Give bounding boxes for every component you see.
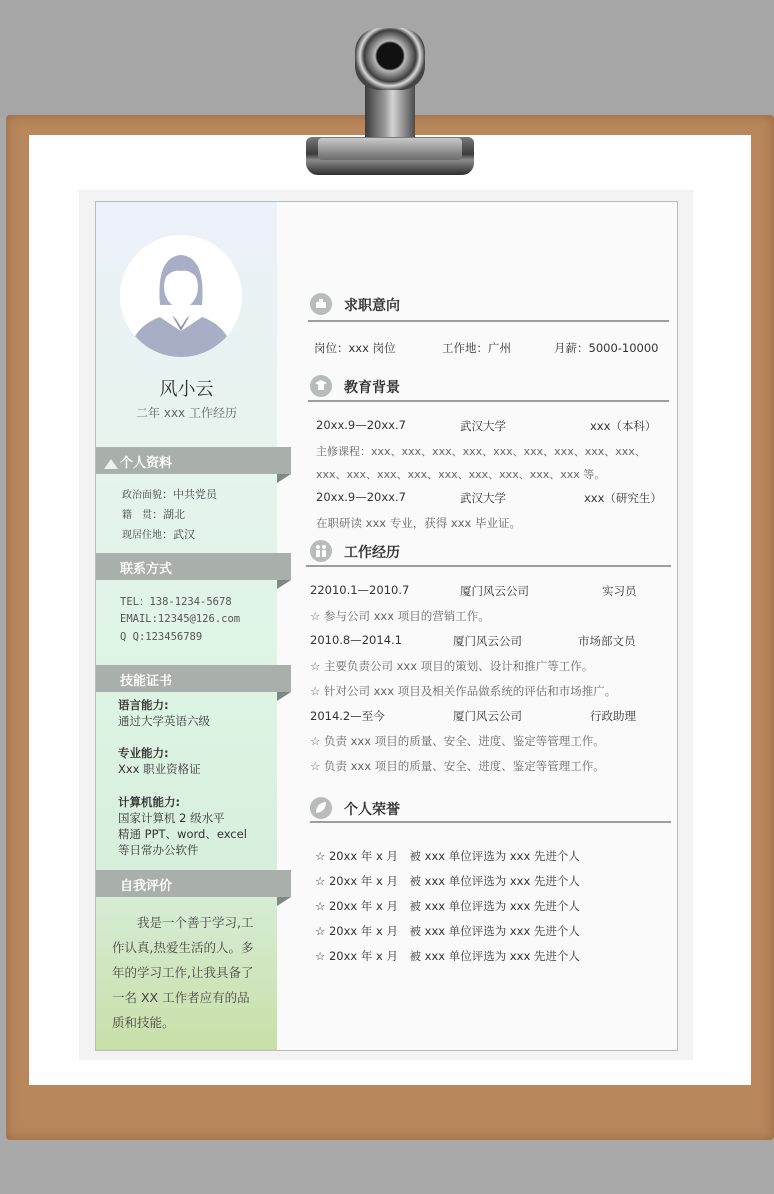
personal-label: 现居住地 bbox=[122, 530, 162, 541]
job-date: 22010.1—2010.7 bbox=[310, 583, 410, 597]
personal-row bbox=[122, 486, 217, 502]
honor-item: ☆ 20xx 年 x 月 被 xxx 单位评选为 xxx 先进个人 bbox=[315, 849, 580, 863]
avatar-person-icon bbox=[120, 235, 242, 357]
section-title: 个人资料 bbox=[120, 456, 173, 471]
honors-leaf-icon bbox=[310, 797, 332, 819]
divider bbox=[306, 565, 671, 567]
skill-language bbox=[118, 697, 210, 729]
job-intent-title: 求职意向 bbox=[344, 298, 400, 314]
education-icon bbox=[310, 375, 332, 397]
job-role: 行政助理 bbox=[590, 709, 636, 723]
honor-item: ☆ 20xx 年 x 月 被 xxx 单位评选为 xxx 先进个人 bbox=[315, 924, 580, 938]
job-intent-icon bbox=[310, 293, 332, 315]
education-title: 教育背景 bbox=[344, 380, 400, 396]
skill-computer bbox=[118, 794, 247, 858]
job-company: 厦门风云公司 bbox=[460, 584, 529, 598]
section-title: 自我评价 bbox=[120, 879, 173, 894]
edu-date: 20xx.9—20xx.7 bbox=[316, 490, 406, 504]
honor-item: ☆ 20xx 年 x 月 被 xxx 单位评选为 xxx 先进个人 bbox=[315, 949, 580, 963]
edu-degree: xxx（本科） bbox=[590, 419, 657, 433]
avatar bbox=[120, 235, 242, 357]
job-duty: ☆ 主要负责公司 xxx 项目的策划、设计和推广等工作。 bbox=[310, 659, 594, 673]
personal-row bbox=[122, 526, 195, 542]
contact-phone: TEL：138-1234-5678 bbox=[120, 596, 232, 608]
skill-professional bbox=[118, 745, 201, 777]
job-location: 工作地：广州 bbox=[442, 341, 511, 355]
personal-label: 籍 贯 bbox=[122, 510, 152, 521]
work-title: 工作经历 bbox=[344, 545, 400, 561]
divider bbox=[310, 821, 671, 823]
job-date: 2010.8—2014.1 bbox=[310, 633, 402, 647]
skill-value: 等日常办公软件 bbox=[118, 843, 199, 857]
contact-qq: Q Q:123456789 bbox=[120, 631, 203, 643]
personal-value: ：湖北 bbox=[152, 508, 185, 521]
self-evaluation-text: 我是一个善于学习,工作认真,热爱生活的人。多年的学习工作,让我具备了一名 XX 工作者应有的品质和技能。 bbox=[112, 915, 254, 1030]
job-duty: ☆ 负责 xxx 项目的质量、安全、进度、鉴定等管理工作。 bbox=[310, 734, 605, 748]
section-header-contact bbox=[96, 553, 291, 580]
skill-value: 精通 PPT、word、excel bbox=[118, 827, 247, 841]
personal-value: ：中共党员 bbox=[162, 488, 217, 501]
section-header-personal bbox=[96, 447, 291, 474]
triangle-marker-icon bbox=[104, 459, 118, 469]
honors-title: 个人荣誉 bbox=[344, 802, 400, 818]
divider bbox=[308, 400, 669, 402]
edu-courses: xxx、xxx、xxx、xxx、xxx、xxx、xxx、xxx、xxx 等。 bbox=[316, 468, 606, 481]
edu-school: 武汉大学 bbox=[460, 419, 506, 433]
job-role: 实习员 bbox=[602, 584, 637, 598]
clip-plate bbox=[318, 138, 462, 160]
job-salary: 月薪：5000-10000 bbox=[554, 341, 659, 355]
job-position: 岗位：xxx 岗位 bbox=[314, 341, 396, 355]
edu-date: 20xx.9—20xx.7 bbox=[316, 418, 406, 432]
clip-ring bbox=[355, 28, 425, 90]
edu-note: 在职研读 xxx 专业，获得 xxx 毕业证。 bbox=[316, 516, 521, 530]
section-header-self-eval bbox=[96, 870, 291, 897]
personal-label: 政治面貌 bbox=[122, 490, 162, 501]
experience-summary: 二年 xxx 工作经历 bbox=[136, 406, 237, 420]
edu-courses: 主修课程：xxx、xxx、xxx、xxx、xxx、xxx、xxx、xxx、xxx、 bbox=[316, 445, 646, 458]
edu-school: 武汉大学 bbox=[460, 491, 506, 505]
job-duty: ☆ 参与公司 xxx 项目的营销工作。 bbox=[310, 609, 490, 623]
personal-row bbox=[122, 506, 185, 522]
divider bbox=[308, 320, 669, 322]
job-duty: ☆ 针对公司 xxx 项目及相关作品做系统的评估和市场推广。 bbox=[310, 684, 617, 698]
job-date: 2014.2—至今 bbox=[310, 709, 385, 723]
contact-email: EMAIL:12345@126.com bbox=[120, 613, 241, 625]
job-duty: ☆ 负责 xxx 项目的质量、安全、进度、鉴定等管理工作。 bbox=[310, 759, 605, 773]
job-role: 市场部文员 bbox=[578, 634, 636, 648]
work-experience-icon bbox=[310, 540, 332, 562]
personal-value: ：武汉 bbox=[162, 528, 195, 541]
section-title: 联系方式 bbox=[120, 562, 173, 577]
skill-value: 国家计算机 2 级水平 bbox=[118, 811, 225, 825]
section-header-skills bbox=[96, 665, 291, 692]
job-company: 厦门风云公司 bbox=[453, 634, 522, 648]
skill-title: 专业能力: bbox=[118, 746, 169, 760]
honor-item: ☆ 20xx 年 x 月 被 xxx 单位评选为 xxx 先进个人 bbox=[315, 874, 580, 888]
skill-title: 计算机能力: bbox=[118, 795, 181, 809]
candidate-name: 风小云 bbox=[159, 379, 214, 400]
section-title: 技能证书 bbox=[120, 674, 173, 689]
skill-value: Xxx 职业资格证 bbox=[118, 762, 201, 776]
honor-item: ☆ 20xx 年 x 月 被 xxx 单位评选为 xxx 先进个人 bbox=[315, 899, 580, 913]
job-company: 厦门风云公司 bbox=[453, 709, 522, 723]
skill-title: 语言能力: bbox=[118, 698, 169, 712]
skill-value: 通过大学英语六级 bbox=[118, 714, 210, 728]
edu-degree: xxx（研究生） bbox=[584, 491, 662, 505]
